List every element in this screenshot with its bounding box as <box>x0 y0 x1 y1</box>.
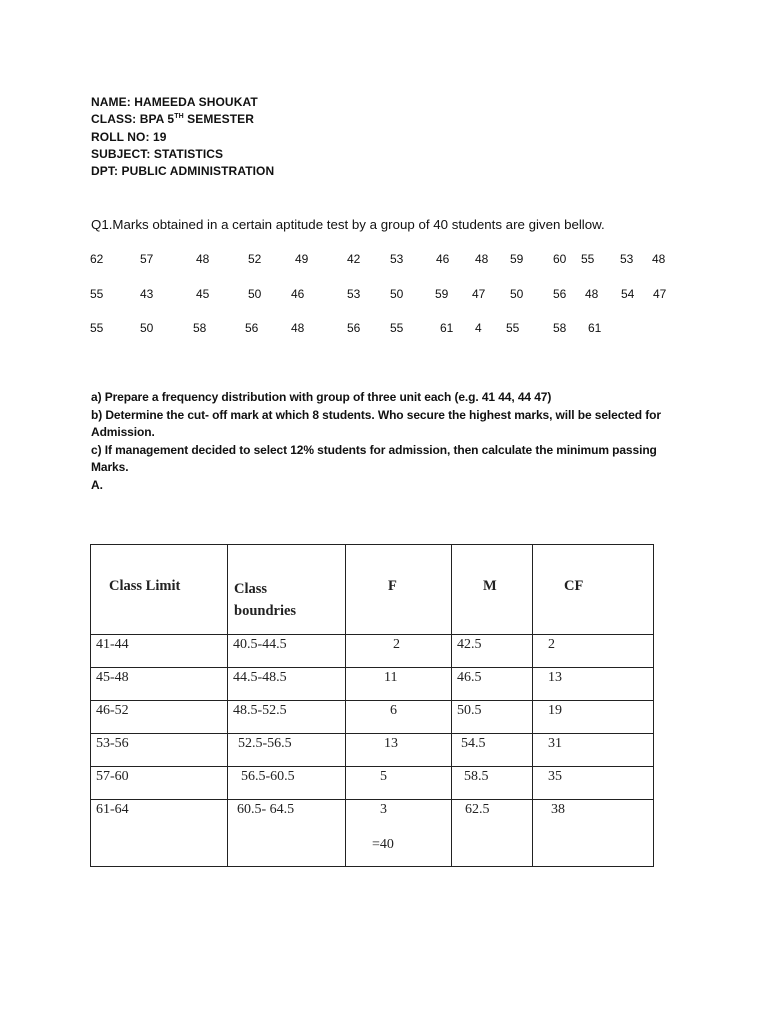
mark-value: 45 <box>196 287 210 301</box>
table-border <box>345 544 346 867</box>
mark-value: 50 <box>510 287 524 301</box>
cell-class-limit: 45-48 <box>96 670 129 685</box>
cell-class-boundary: 48.5-52.5 <box>233 703 287 718</box>
header-frequency: F <box>388 578 397 594</box>
cell-midpoint: 46.5 <box>457 670 482 685</box>
cell-frequency: 2 <box>393 637 400 652</box>
cell-class-boundary: 40.5-44.5 <box>233 637 287 652</box>
cell-midpoint: 50.5 <box>457 703 482 718</box>
table-border <box>451 544 452 867</box>
table-border <box>90 544 91 867</box>
table-border <box>90 733 654 734</box>
mark-value: 48 <box>652 252 666 266</box>
cell-cumulative-frequency: 31 <box>548 736 562 751</box>
cell-frequency: 13 <box>384 736 398 751</box>
table-border <box>90 544 654 545</box>
table-border <box>90 766 654 767</box>
subject: SUBJECT: STATISTICS <box>91 146 224 161</box>
cell-cumulative-frequency: 38 <box>551 802 565 817</box>
student-name: NAME: HAMEEDA SHOUKAT <box>91 95 258 109</box>
mark-value: 55 <box>90 287 104 301</box>
mark-value: 58 <box>193 321 207 335</box>
answer-label: A. <box>91 477 103 492</box>
cell-class-limit: 46-52 <box>96 703 129 718</box>
mark-value: 48 <box>585 287 599 301</box>
cell-frequency: 5 <box>380 769 387 784</box>
department: DPT: PUBLIC ADMINISTRATION <box>91 164 275 179</box>
class-superscript: TH <box>174 113 184 121</box>
cell-cumulative-frequency: 35 <box>548 769 562 784</box>
mark-value: 46 <box>291 287 305 301</box>
mark-value: 59 <box>435 287 449 301</box>
table-border <box>90 667 654 668</box>
cell-midpoint: 42.5 <box>457 637 482 652</box>
table-border <box>90 634 654 635</box>
mark-value: 49 <box>295 252 309 266</box>
cell-class-limit: 53-56 <box>96 736 129 751</box>
mark-value: 48 <box>475 252 489 266</box>
class-suffix: SEMESTER <box>183 112 254 127</box>
frequency-table <box>90 544 654 867</box>
mark-value: 61 <box>588 321 602 335</box>
mark-value: 52 <box>248 252 262 266</box>
roll-number: ROLL NO: 19 <box>91 129 167 144</box>
cell-frequency: 3 <box>380 802 387 817</box>
question-text: Q1.Marks obtained in a certain aptitude test by a group of 40 students are given bellow. <box>91 217 605 232</box>
mark-value: 60 <box>553 252 567 266</box>
mark-value: 47 <box>472 287 486 301</box>
header-cumulative-frequency: CF <box>564 578 584 594</box>
part-a: a) Prepare a frequency distribution with group of three unit each (e.g. 41 44, 44 47) <box>91 390 552 404</box>
mark-value: 46 <box>436 252 450 266</box>
mark-value: 55 <box>90 321 104 335</box>
header-class-boundaries: Class <box>234 581 268 597</box>
mark-value: 55 <box>506 321 520 335</box>
mark-value: 56 <box>553 287 567 301</box>
table-border <box>90 700 654 701</box>
table-border <box>90 799 654 800</box>
part-c: c) If management decided to select 12% students for admission, then calculate the minimum passing Marks. <box>91 442 657 474</box>
mark-value: 47 <box>653 287 667 301</box>
mark-value: 50 <box>140 321 154 335</box>
cell-midpoint: 54.5 <box>461 736 486 751</box>
class-text: CLASS: BPA 5 <box>91 112 175 127</box>
cell-class-boundary: 56.5-60.5 <box>241 769 295 784</box>
cell-midpoint: 62.5 <box>465 802 490 817</box>
mark-value: 48 <box>196 252 210 266</box>
mark-value: 56 <box>347 321 361 335</box>
mark-value: 54 <box>621 287 635 301</box>
mark-value: 57 <box>140 252 154 266</box>
cell-cumulative-frequency: 2 <box>548 637 555 652</box>
mark-value: 42 <box>347 252 361 266</box>
mark-value: 58 <box>553 321 567 335</box>
cell-class-limit: 61-64 <box>96 802 129 817</box>
mark-value: 62 <box>90 252 104 266</box>
header-class-limit: Class Limit <box>109 578 181 594</box>
cell-cumulative-frequency: 19 <box>548 703 562 718</box>
cell-midpoint: 58.5 <box>464 769 489 784</box>
table-border <box>227 544 228 867</box>
mark-value: 48 <box>291 321 305 335</box>
frequency-total: =40 <box>372 837 394 852</box>
mark-value: 53 <box>620 252 634 266</box>
header-midpoint: M <box>483 578 497 594</box>
cell-frequency: 11 <box>384 670 398 685</box>
table-border <box>532 544 533 867</box>
cell-class-boundary: 44.5-48.5 <box>233 670 287 685</box>
mark-value: 61 <box>440 321 454 335</box>
mark-value: 55 <box>390 321 404 335</box>
mark-value: 50 <box>390 287 404 301</box>
table-border <box>653 544 654 867</box>
cell-class-limit: 57-60 <box>96 769 129 784</box>
mark-value: 55 <box>581 252 595 266</box>
cell-class-limit: 41-44 <box>96 637 129 652</box>
mark-value: 53 <box>390 252 404 266</box>
marks-list <box>0 0 768 340</box>
header-class-boundaries-line2: boundries <box>234 603 297 619</box>
mark-value: 56 <box>245 321 259 335</box>
mark-value: 4 <box>475 321 482 335</box>
mark-value: 43 <box>140 287 154 301</box>
cell-frequency: 6 <box>390 703 397 718</box>
cell-class-boundary: 60.5- 64.5 <box>237 802 295 817</box>
question-parts <box>91 389 681 494</box>
cell-cumulative-frequency: 13 <box>548 670 562 685</box>
mark-value: 53 <box>347 287 361 301</box>
cell-class-boundary: 52.5-56.5 <box>238 736 292 751</box>
part-b: b) Determine the cut- off mark at which 8 students. Who secure the highest marks, will be selected for Admission. <box>91 407 661 439</box>
table-border <box>90 866 654 867</box>
mark-value: 50 <box>248 287 262 301</box>
mark-value: 59 <box>510 252 524 266</box>
